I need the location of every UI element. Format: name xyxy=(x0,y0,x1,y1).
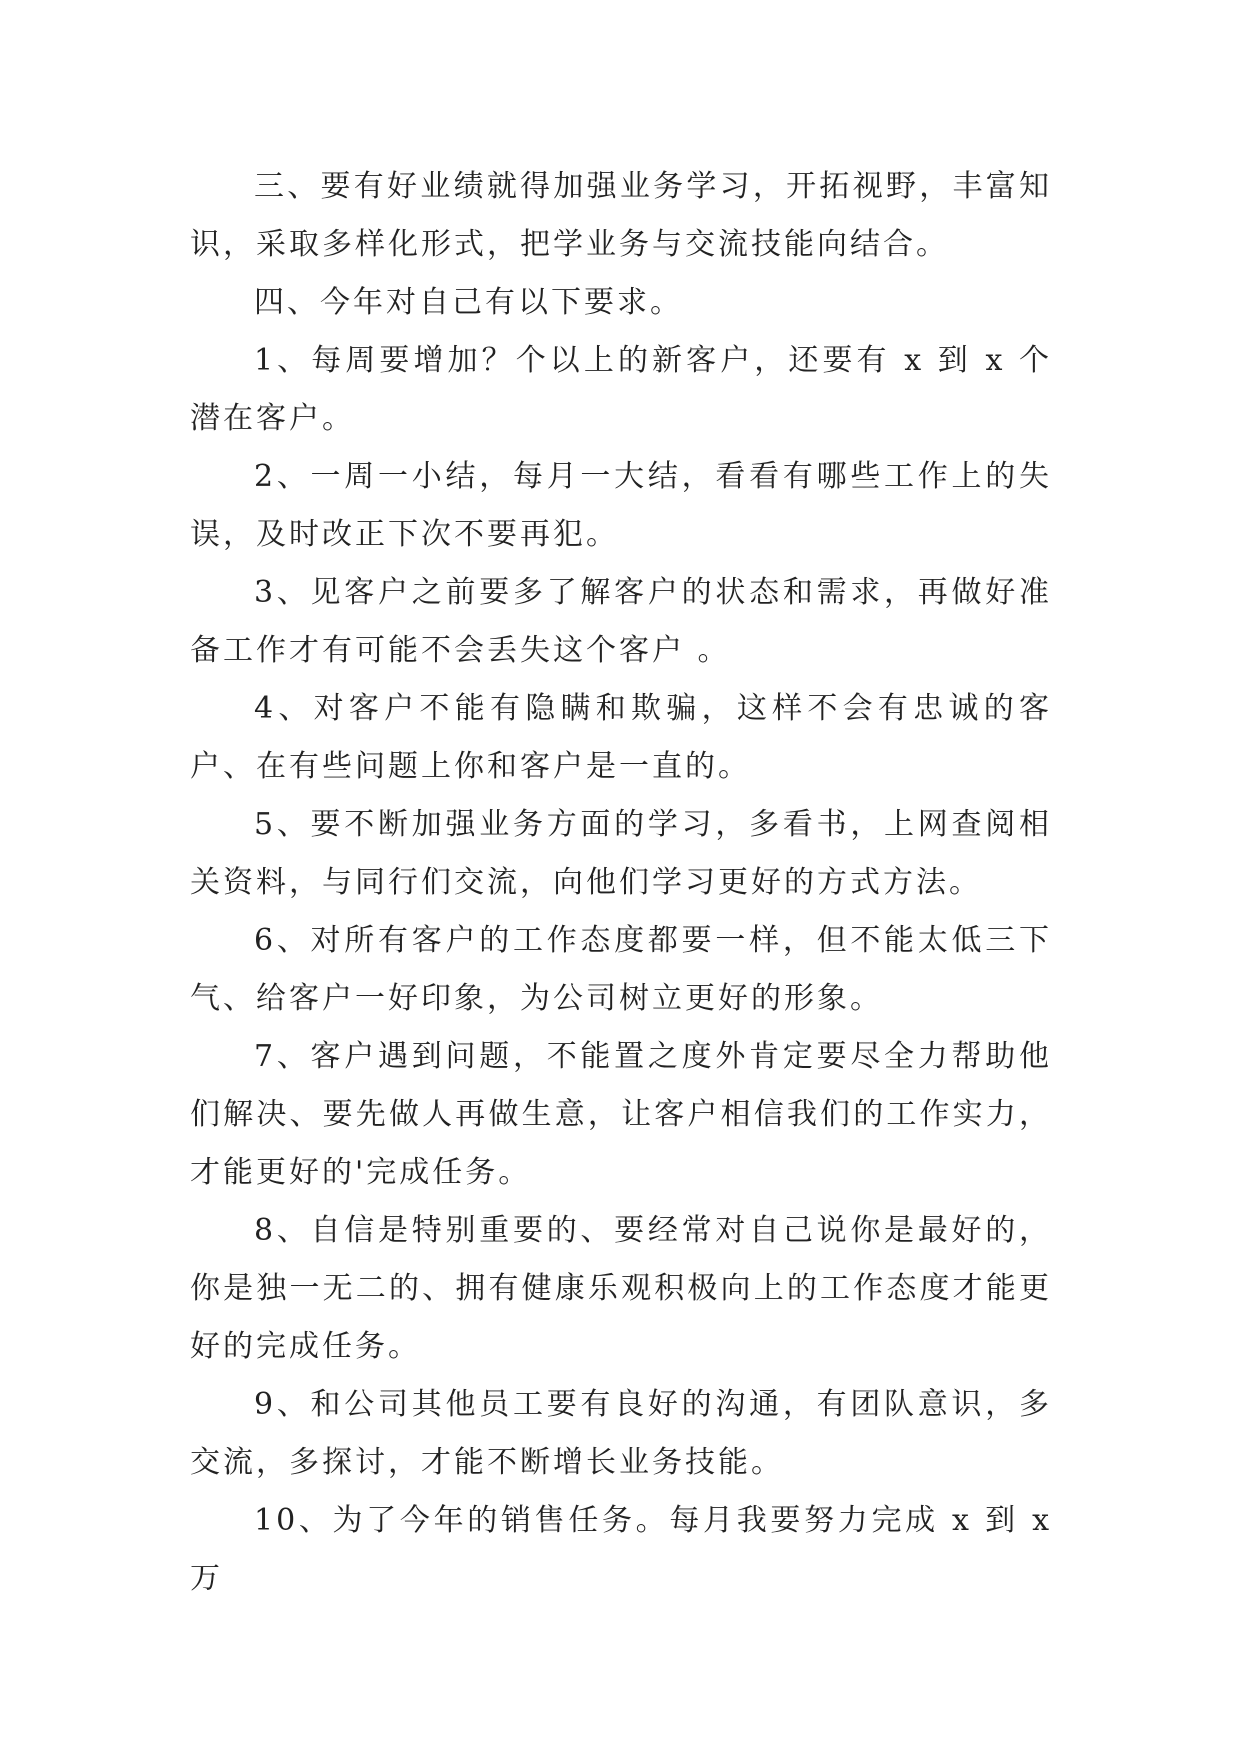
paragraph-section-three: 三、要有好业绩就得加强业务学习，开拓视野，丰富知识，采取多样化形式，把学业务与交流技能向结合。 xyxy=(190,169,1052,262)
paragraph-item-5: 5、要不断加强业务方面的学习，多看书，上网查阅相关资料，与同行们交流，向他们学习更好的方式方法。 xyxy=(190,807,1052,900)
paragraph-section-four: 四、今年对自己有以下要求。 xyxy=(254,285,683,320)
paragraph-item-3: 3、见客户之前要多了解客户的状态和需求，再做好准备工作才有可能不会丢失这个客户 。 xyxy=(190,575,1052,668)
paragraph-item-10: 10、为了今年的销售任务。每月我要努力完成 x 到 x 万 xyxy=(190,1503,1052,1596)
paragraph-item-8: 8、自信是特别重要的、要经常对自己说你是最好的，你是独一无二的、拥有健康乐观积极向上的工作态度才能更好的完成任务。 xyxy=(190,1213,1052,1364)
paragraph-item-6: 6、对所有客户的工作态度都要一样，但不能太低三下气、给客户一好印象，为公司树立更好的形象。 xyxy=(190,923,1052,1016)
paragraph-item-1: 1、每周要增加？个以上的新客户，还要有 x 到 x 个潜在客户。 xyxy=(190,343,1052,436)
paragraph-item-2: 2、一周一小结，每月一大结，看看有哪些工作上的失误，及时改正下次不要再犯。 xyxy=(190,459,1052,552)
paragraph-item-7: 7、客户遇到问题，不能置之度外肯定要尽全力帮助他们解决、要先做人再做生意，让客户相信我们的工作实力，才能更好的'完成任务。 xyxy=(190,1039,1052,1190)
paragraph-item-4: 4、对客户不能有隐瞒和欺骗，这样不会有忠诚的客户、在有些问题上你和客户是一直的。 xyxy=(190,691,1052,784)
document-body xyxy=(190,158,1052,1608)
paragraph-item-9: 9、和公司其他员工要有良好的沟通，有团队意识，多交流，多探讨，才能不断增长业务技能。 xyxy=(190,1387,1052,1480)
